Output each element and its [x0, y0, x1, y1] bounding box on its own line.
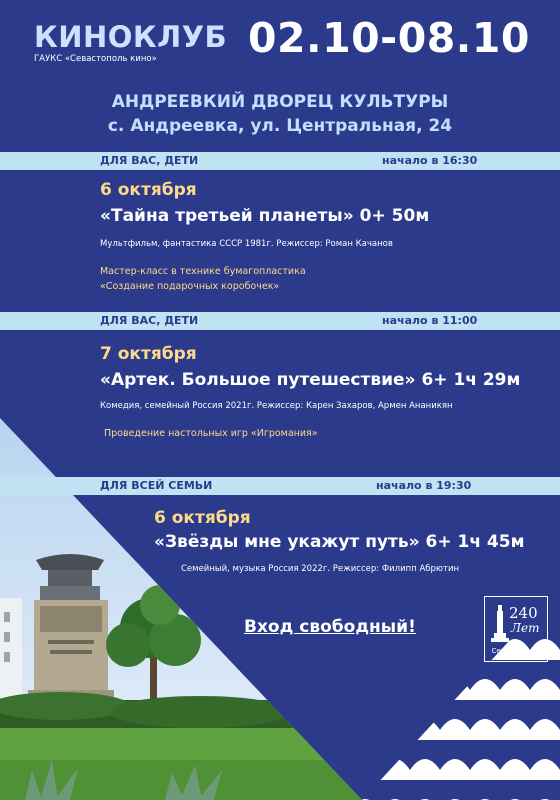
anniversary-logo: [484, 596, 548, 662]
monument-icon: [491, 605, 509, 645]
audience-label: ДЛЯ ВАС, ДЕТИ: [100, 314, 199, 327]
session-band: [0, 152, 560, 170]
event-note-line: «Создание подарочных коробочек»: [100, 281, 280, 292]
brand-subtitle: ГАУКС «Севастополь кино»: [34, 54, 157, 64]
session-date: 6 октября: [154, 508, 251, 528]
event-note: Проведение настольных игр «Игромания»: [104, 428, 318, 439]
logo-city: Севастополю: [491, 647, 541, 655]
film-meta: Комедия, семейный Россия 2021г. Режиссер: Карен Захаров, Армен Ананикян: [100, 401, 453, 411]
session-band: [0, 477, 560, 495]
logo-word: Лет: [511, 621, 540, 635]
session-date: 7 октября: [100, 344, 197, 364]
start-time: начало в 16:30: [382, 154, 478, 167]
session-band: [0, 312, 560, 330]
date-range: 02.10-08.10: [248, 14, 530, 62]
film-meta: Мультфильм, фантастика СССР 1981г. Режиссер: Роман Качанов: [100, 239, 393, 249]
film-title: «Артек. Большое путешествие» 6+ 1ч 29м: [100, 370, 521, 390]
venue-name: АНДРЕЕВКИЙ ДВОРЕЦ КУЛЬТУРЫ: [111, 92, 449, 112]
film-title: «Звёзды мне укажут путь» 6+ 1ч 45м: [154, 532, 525, 552]
free-entry-text: Вход свободный!: [244, 617, 416, 637]
brand-title: КИНОКЛУБ: [34, 20, 228, 54]
logo-number: 240: [509, 604, 538, 622]
audience-label: ДЛЯ ВСЕЙ СЕМЬИ: [100, 479, 213, 492]
event-note: [100, 264, 306, 294]
session-date: 6 октября: [100, 180, 197, 200]
film-meta: Семейный, музыка Россия 2022г. Режиссер: Филипп Абрютин: [181, 564, 460, 574]
start-time: начало в 11:00: [382, 314, 478, 327]
film-title: «Тайна третьей планеты» 0+ 50м: [100, 206, 430, 226]
venue-address: с. Андреевка, ул. Центральная, 24: [107, 116, 453, 136]
start-time: начало в 19:30: [376, 479, 472, 492]
audience-label: ДЛЯ ВАС, ДЕТИ: [100, 154, 199, 167]
event-note-line: Мастер-класс в технике бумагопластика: [100, 266, 306, 277]
